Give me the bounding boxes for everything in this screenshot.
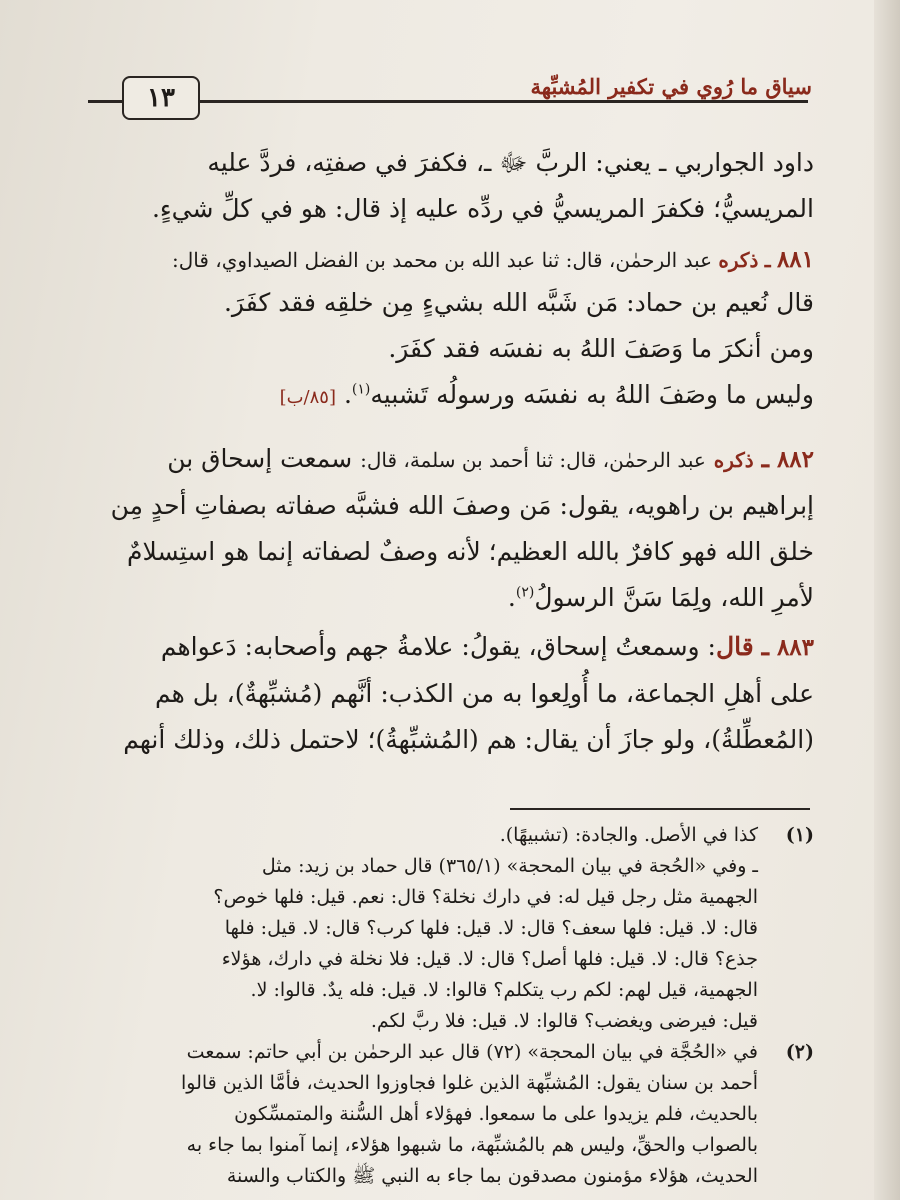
entry-number: ٨٨١ [776, 246, 814, 273]
footnote-line: ـ وفي «الحُجة في بيان المحجة» (٣٦٥/١) قال حماد بن زيد: مثل [261, 855, 758, 877]
page-spine-shadow [874, 0, 900, 1200]
footnote-line: كذا في الأصل. والجادة: (تشبيهًا). [499, 824, 758, 846]
folio-ref: [٨٥/ب] [279, 387, 336, 408]
footnote-separator [510, 808, 810, 810]
entry-marker: قال [715, 632, 754, 661]
text-line [84, 575, 814, 621]
running-title: سياق ما رُوي في تكفير المُشبِّهة [530, 74, 812, 99]
footnote-line: بالصواب والحقِّ، وليس هم بالمُشبِّهة، ما شبهوا هؤلاء، إنما آمنوا بما جاء به [186, 1134, 758, 1156]
footnote-line: قيل: فيرضى ويغضب؟ قالوا: لا. قيل: فلا ربَّ لكم. [370, 1010, 758, 1032]
footnote-line: جذع؟ قال: لا. قيل: فلها أصل؟ قال: لا. قيل: فلا نخلة في دارك، هؤلاء [221, 948, 758, 970]
text-line: قال نُعيم بن حماد: مَن شَبَّه الله بشيءٍ مِن خلقِه فقد كفَرَ. [223, 288, 814, 317]
isnad-chain: عبد الرحمٰن، قال: ثنا عبد الله بن محمد بن الفضل الصيداوي، قال: [171, 248, 713, 272]
entry-body [84, 483, 814, 621]
text-line: داود الجواربي ـ يعني: الربَّ ﷻ ـ، فكفرَ في صفتِه، فردَّ عليه [207, 148, 814, 177]
entry-dash: ـ [761, 444, 769, 473]
end-punct: . [343, 380, 352, 409]
entry-marker: ذكره [713, 448, 754, 472]
footnote-line: بالحديث، فلم يزيدوا على ما سمعوا. فهؤلاء أهل السُّنة والمتمسِّكون [234, 1103, 758, 1125]
footnote-line: قال: لا. قيل: فلها سعف؟ قال: لا. قيل: فلها كرب؟ قال: لا. قيل: فلها [224, 917, 758, 939]
entry-number: ٨٨٢ [776, 446, 814, 473]
entry-number: ٨٨٣ [776, 634, 814, 661]
text-line: على أهلِ الجماعة، ما أُولِعوا به من الكذب: أنَّهم (مُشبِّهةٌ)، بل هم [155, 679, 814, 708]
footnote-mark: (١) [785, 824, 814, 846]
text-line-part: : وسمعتُ إسحاق، يقولُ: علامةُ جهم وأصحابه: دَعواهم [160, 632, 716, 661]
footnotes [84, 820, 814, 1192]
entry-head [84, 240, 814, 280]
footnote-line: في «الحُجَّة في بيان المحجة» (٧٢) قال عبد الرحمٰن بن أبي حاتم: سمعت [186, 1041, 758, 1063]
entry-881 [84, 240, 814, 421]
text-line-part: لأمرِ الله، ولِمَا سَنَّ الرسولُ [534, 583, 814, 612]
entry-882 [84, 436, 814, 621]
isnad-chain-cont: سمعت إسحاق بن [167, 444, 353, 473]
entry-dash: ـ [764, 248, 771, 272]
page-number-text: ١٣ [147, 83, 175, 113]
footnote-line: الجهمية مثل رجل قيل له: في دارك نخلة؟ قال: نعم. قيل: فلها خوص؟ [213, 886, 758, 908]
isnad-chain: عبد الرحمٰن، قال: ثنا أحمد بن سلمة، قال: [360, 448, 706, 472]
text-line: المريسيُّ؛ فكفرَ المريسيُّ في ردِّه عليه إذ قال: هو في كلِّ شيءٍ. [151, 194, 814, 223]
footnote-line: أحمد بن سنان يقول: المُشبِّهة الذين غلوا فجاوزوا الحديث، فأمَّا الذين قالوا [181, 1072, 758, 1094]
footnote-1 [84, 820, 814, 1037]
text-line [84, 372, 814, 421]
page-number [122, 76, 200, 120]
text-line-part: وليس ما وصَفَ اللهُ به نفسَه ورسولُه تَشبيه [370, 380, 814, 409]
opening-paragraph [84, 140, 814, 232]
text-line: (المُعطِّلةُ)، ولو جازَ أن يقال: هم (المُشبِّهةُ)؛ لاحتمل ذلك، وذلك أنهم [123, 725, 814, 754]
text-line: خلق الله فهو كافرٌ بالله العظيم؛ لأنه وصفٌ لصفاته إنما هو استِسلامٌ [127, 537, 814, 566]
footnote-line: الحديث، هؤلاء مؤمنون مصدقون بما جاء به النبي ﷺ والكتاب والسنة [226, 1165, 758, 1187]
footnote-ref[interactable]: (٢) [515, 584, 535, 601]
entry-body [84, 280, 814, 421]
entry-dash: ـ [761, 632, 769, 661]
end-punct: . [507, 583, 516, 612]
footnote-2 [84, 1037, 814, 1192]
text-line: ومن أنكرَ ما وَصَفَ اللهُ به نفسَه فقد كفَرَ. [388, 334, 814, 363]
text-line: إبراهيم بن راهويه، يقول: مَن وصفَ الله فشبَّه صفاته بصفاتِ أحدٍ مِن [110, 491, 814, 520]
footnote-ref[interactable]: (١) [351, 381, 371, 398]
text-line [84, 624, 814, 671]
footnote-mark: (٢) [785, 1041, 814, 1063]
entry-883 [84, 624, 814, 763]
entry-head [84, 436, 814, 483]
footnote-line: الجهمية، قيل لهم: لكم رب يتكلم؟ قالوا: لا. قيل: فله يدٌ. قالوا: لا. [250, 979, 758, 1001]
entry-marker: ذكره [718, 248, 759, 272]
